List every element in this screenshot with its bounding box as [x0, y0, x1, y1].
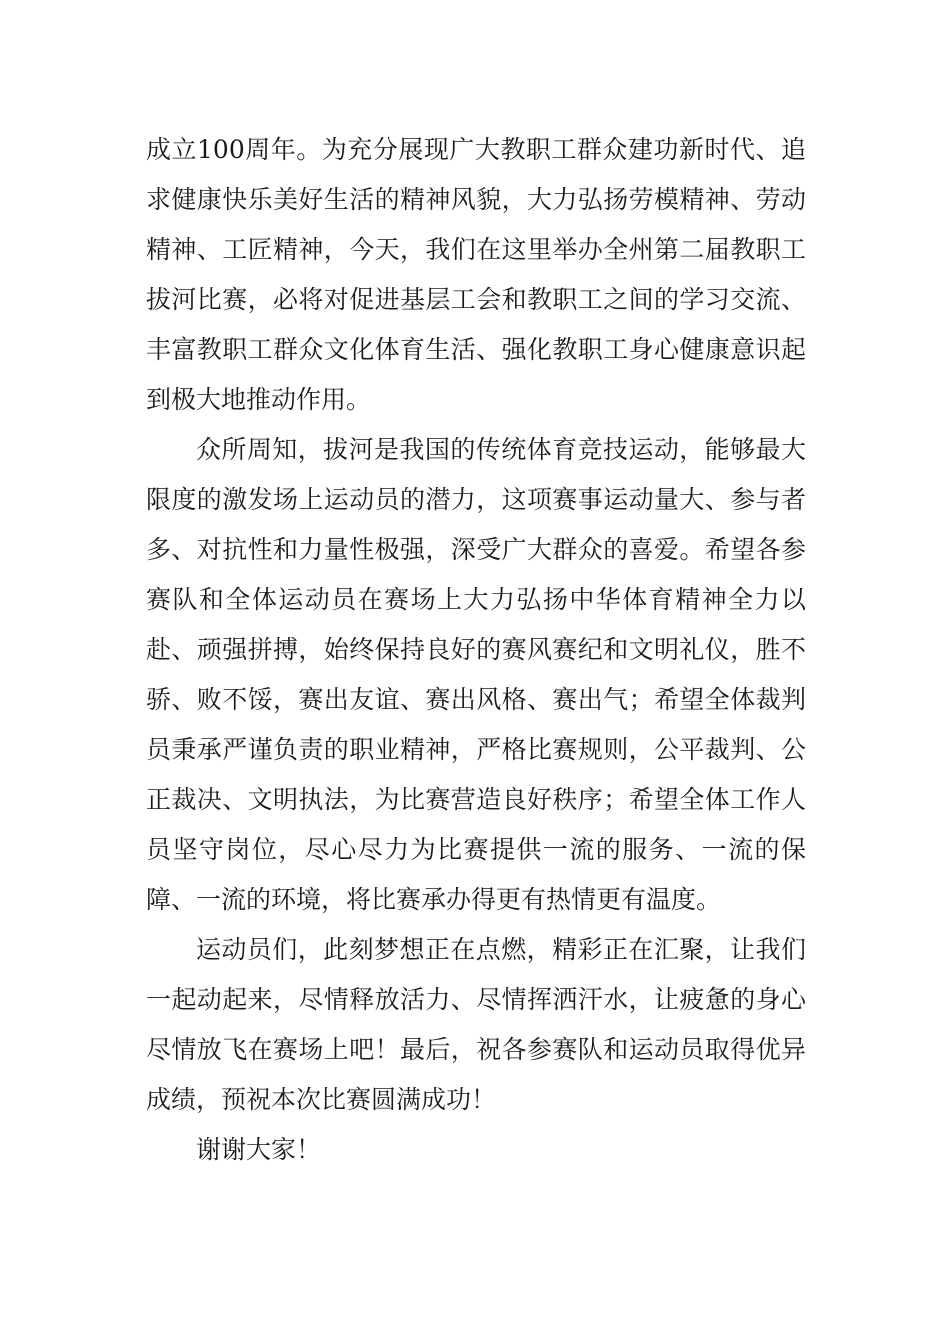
paragraph-tug-of-war: 众所周知，拔河是我国的传统体育竞技运动，能够最大限度的激发场上运动员的潜力，这项赛事运动量大、参与者多、对抗性和力量性极强，深受广大群众的喜爱。希望各参赛队和全体运动员在赛场上大力弘扬中华体育精神全力以赴、顽强拼搏，始终保持良好的赛风赛纪和文明礼仪，胜不骄、败不馁，赛出友谊、赛出风格、赛出气；希望全体裁判员秉承严谨负责的职业精神，严格比赛规则，公平裁判、公正裁决、文明执法，为比赛营造良好秩序；希望全体工作人员坚守岗位，尽心尽力为比赛提供一流的服务、一流的保障、一流的环境，将比赛承办得更有热情更有温度。 [146, 435, 806, 914]
document-body [146, 125, 806, 1175]
paragraph-athletes: 运动员们，此刻梦想正在点燃，精彩正在汇聚，让我们一起动起来，尽情释放活力、尽情挥洒汗水，让疲惫的身心尽情放飞在赛场上吧！最后，祝各参赛队和运动员取得优异成绩，预祝本次比赛圆满成功！ [146, 935, 806, 1114]
paragraph-thanks: 谢谢大家！ [196, 1135, 322, 1164]
paragraph-continuation: 成立100周年。为充分展现广大教职工群众建功新时代、追求健康快乐美好生活的精神风貌，大力弘扬劳模精神、劳动精神、工匠精神，今天，我们在这里举办全州第二届教职工拔河比赛，必将对促进基层工会和教职工之间的学习交流、丰富教职工群众文化体育生活、强化教职工身心健康意识起到极大地推动作用。 [146, 135, 806, 414]
